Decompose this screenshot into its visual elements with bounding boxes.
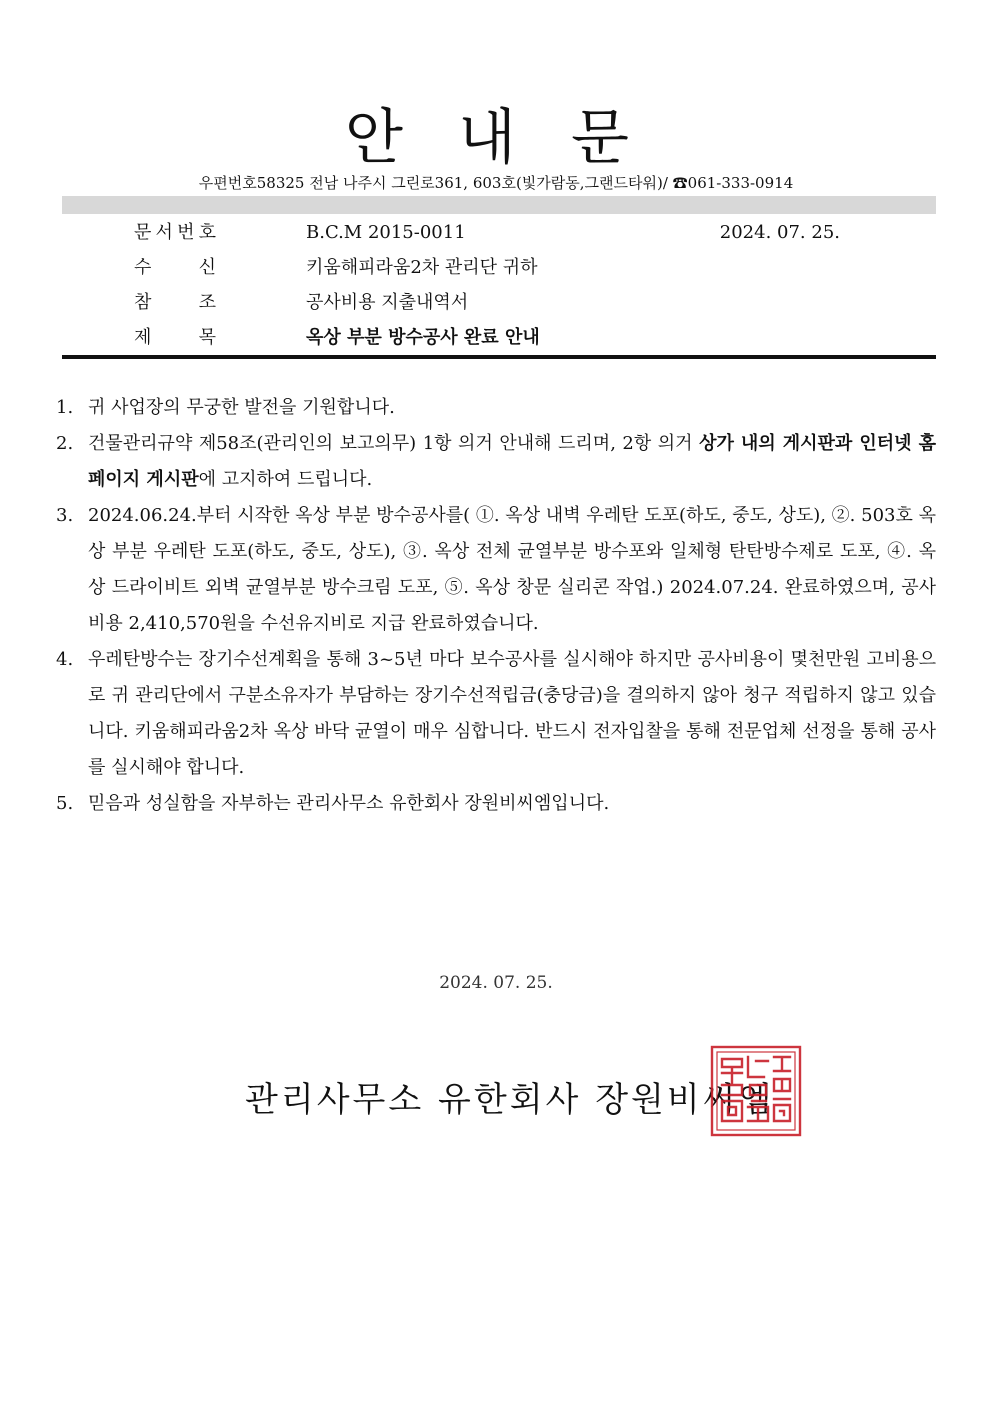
doc-number-label: 문 서 번 호 [134, 222, 216, 243]
sender-address: 우편번호58325 전남 나주시 그린로361, 603호(빛가람동,그랜드타워)/ ☎061-333-0914 [198, 174, 794, 192]
meta-row-recipient [62, 251, 936, 285]
item-text: 우레탄방수는 장기수선계획을 통해 3~5년 마다 보수공사를 실시해야 하지만 공사비용이 몇천만원 고비용으로 귀 관리단에서 구분소유자가 부담하는 장기수선적립금(충당금)을 결의하지 않아 청구 적립하지 않고 있습니다. 키움해피라움2차 옥상 바닥 균열이 매우 심합니다. 반드시 전자입찰을 통해 전문업체 선정을 통해 공사를 실시해야 합니다. [88, 649, 936, 778]
list-item [56, 498, 936, 642]
meta-row-doc-number [62, 216, 936, 250]
header-bottom-rule [62, 355, 936, 359]
issue-date: 2024. 07. 25. [439, 973, 553, 993]
list-item [56, 390, 936, 426]
issuer-name: 관리사무소 유한회사 장원비씨엠 [245, 1080, 775, 1120]
list-item [56, 426, 936, 498]
item-number: 3. [56, 505, 74, 526]
recipient-label: 수 신 [134, 257, 216, 278]
meta-row-subject [62, 321, 936, 355]
item-number: 4. [56, 649, 74, 670]
list-item [56, 786, 936, 822]
document-title: 안 내 문 [344, 103, 648, 173]
item-text: 귀 사업장의 무궁한 발전을 기원합니다. [88, 397, 395, 418]
reference-label: 참 조 [134, 292, 216, 313]
item-text: 2024.06.24.부터 시작한 옥상 부분 방수공사를( ①. 옥상 내벽 우레탄 도포(하도, 중도, 상도), ②. 503호 옥상 부분 우레탄 도포(하도, 중도, 상도), ③. 옥상 전체 균열부분 방수포와 일체형 탄탄방수제로 도포, ④. 옥상 드라이비트 외벽 균열부분 방수크림 도포, ⑤. 옥상 창문 실리콘 작업.) 2024.07.24. 완료하였으며, 공사비용 2,410,570원을 수선유지비로 지급 완료하였습니다. [88, 505, 936, 634]
doc-number: B.C.M 2015-0011 [306, 222, 466, 243]
item-number: 1. [56, 397, 74, 418]
notice-body-list [56, 390, 936, 822]
recipient: 키움해피라움2차 관리단 귀하 [306, 257, 538, 278]
item-text: 에 고지하여 드립니다. [198, 469, 373, 490]
meta-row-reference [62, 286, 936, 320]
item-text-emphasis: 상가 내의 게시판과 인터넷 홈페이지 게시판 [88, 433, 936, 490]
item-text: 믿음과 성실함을 자부하는 관리사무소 유한회사 장원비씨엠입니다. [88, 793, 610, 814]
subject: 옥상 부분 방수공사 완료 안내 [306, 327, 540, 348]
doc-date: 2024. 07. 25. [719, 222, 840, 243]
item-text: 건물관리규약 제58조(관리인의 보고의무) 1항 의거 안내해 드리며, 2항 의거 [88, 433, 700, 454]
item-number: 5. [56, 793, 74, 814]
official-seal-icon [710, 1045, 802, 1137]
item-number: 2. [56, 433, 74, 454]
header-divider-bar [62, 196, 936, 214]
reference: 공사비용 지출내역서 [306, 292, 469, 313]
list-item [56, 642, 936, 786]
subject-label: 제 목 [134, 327, 216, 348]
